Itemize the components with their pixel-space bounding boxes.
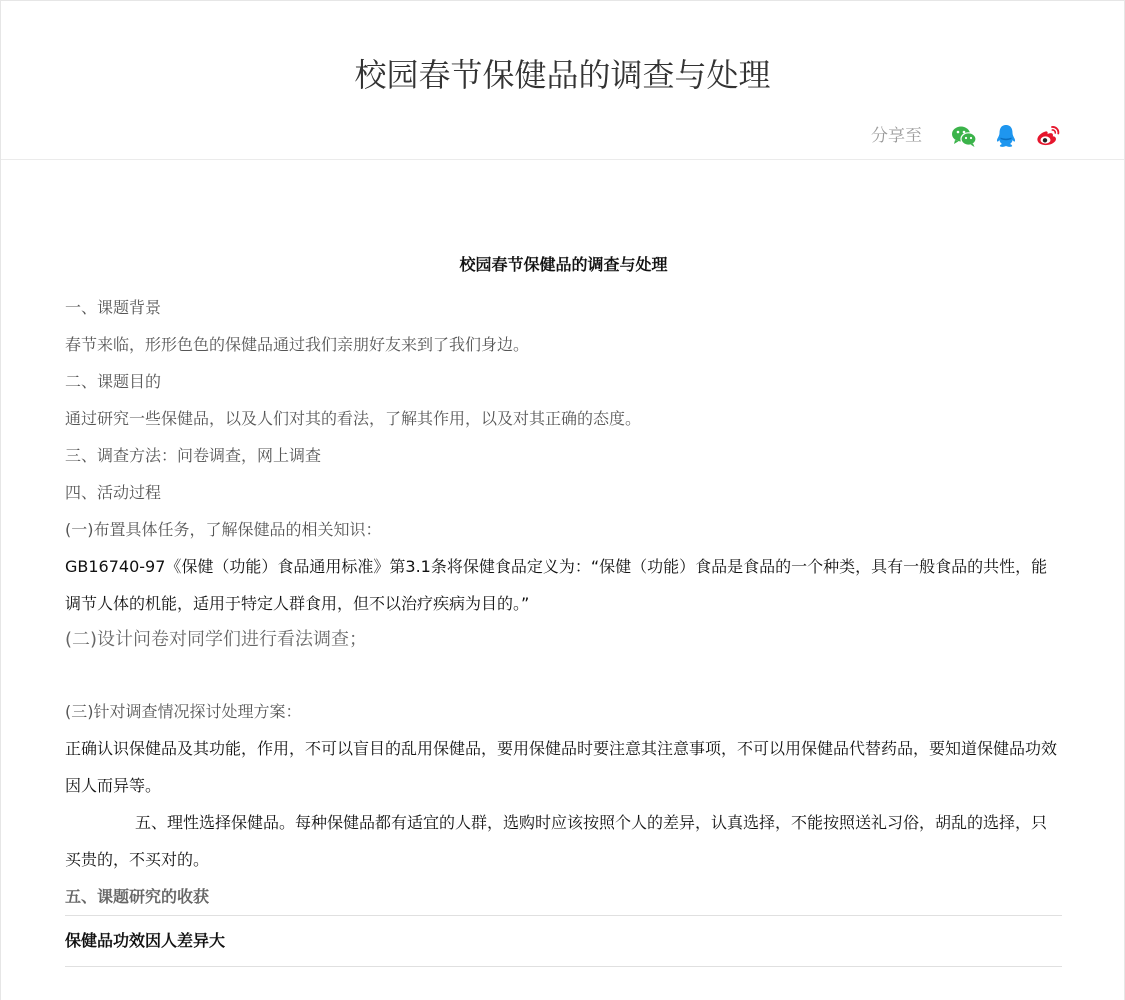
section-heading: 四、活动过程 xyxy=(65,483,162,502)
sub-heading: (三)针对调查情况探讨处理方案： xyxy=(65,702,302,721)
divider xyxy=(65,966,1062,967)
paragraph: GB16740-97《保健（功能）食品通用标准》第3.1条将保健食品定义为：“保健（功能）食品是食品的一个种类，具有一般食品的共性，能调节人体的机能，适用于特定人群食用，但不以治疗疾病为目的。” xyxy=(65,557,1048,613)
wechat-icon[interactable] xyxy=(950,122,978,150)
blank-line xyxy=(65,658,1062,693)
share-bar xyxy=(871,122,1062,150)
paragraph: 通过研究一些保健品，以及人们对其的看法，了解其作用，以及对其正确的态度。 xyxy=(65,409,642,428)
paragraph: 五、理性选择保健品。每种保健品都有适宜的人群，选购时应该按照个人的差异，认真选择，不能按照送礼习俗，胡乱的选择，只买贵的，不买对的。 xyxy=(65,813,1048,869)
sub-heading: 保健品功效因人差异大 xyxy=(65,931,226,950)
article-body xyxy=(65,241,1062,967)
section-heading: 二、课题目的 xyxy=(65,372,162,391)
page-title: 校园春节保健品的调查与处理 xyxy=(354,56,771,94)
weibo-icon[interactable] xyxy=(1034,122,1062,150)
section-heading: 一、课题背景 xyxy=(65,298,162,317)
article-header xyxy=(1,1,1124,160)
paragraph: 春节来临，形形色色的保健品通过我们亲朋好友来到了我们身边。 xyxy=(65,335,530,354)
sub-heading: (二)设计问卷对同学们进行看法调查； xyxy=(65,629,368,650)
article-title: 校园春节保健品的调查与处理 xyxy=(459,255,668,274)
paragraph: 正确认识保健品及其功能，作用，不可以盲目的乱用保健品，要用保健品时要注意其注意事项，不可以用保健品代替药品，要知道保健品功效因人而异等。 xyxy=(65,739,1058,795)
section-heading: 五、课题研究的收获 xyxy=(65,887,210,906)
sub-heading: (一)布置具体任务，了解保健品的相关知识： xyxy=(65,520,382,539)
section-heading: 三、调查方法：问卷调查，网上调查 xyxy=(65,446,322,465)
qq-icon[interactable] xyxy=(992,122,1020,150)
share-label: 分享至 xyxy=(871,126,922,146)
